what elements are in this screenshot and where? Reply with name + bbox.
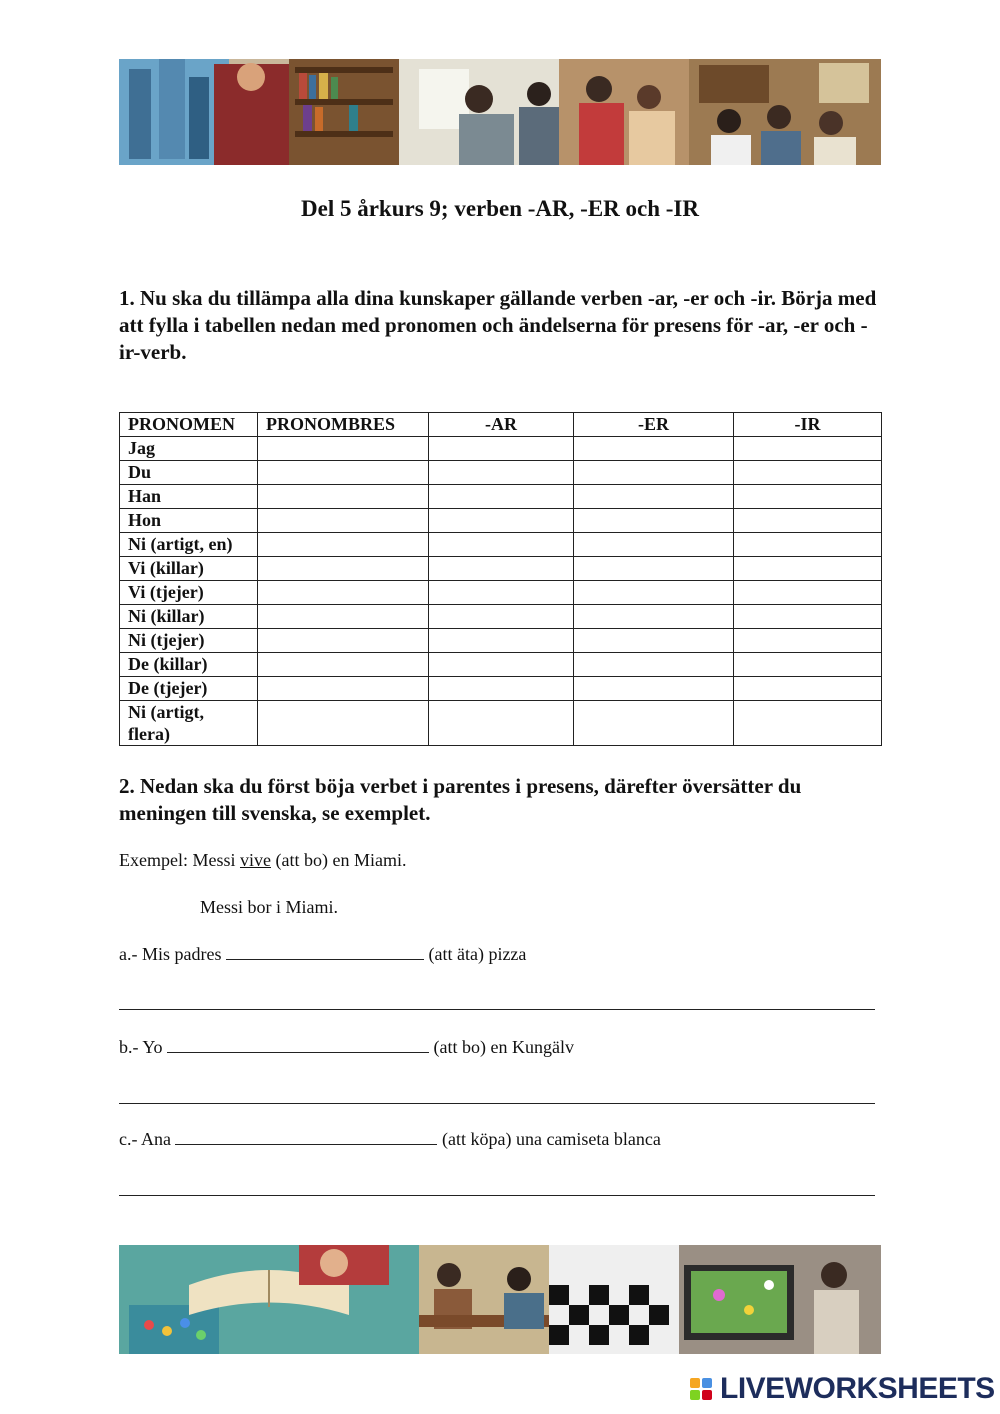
- er-input-cell[interactable]: [574, 677, 734, 701]
- item-c-start: c.- Ana: [119, 1129, 176, 1149]
- ir-input-cell[interactable]: [734, 557, 882, 581]
- header-pronombres: PRONOMBRES: [258, 413, 429, 437]
- ar-input-cell[interactable]: [429, 605, 574, 629]
- header-ar: -AR: [429, 413, 574, 437]
- pronombre-input-cell[interactable]: [258, 605, 429, 629]
- er-input-cell[interactable]: [574, 653, 734, 677]
- er-input-cell[interactable]: [574, 701, 734, 746]
- ir-input-cell[interactable]: [734, 653, 882, 677]
- pronombre-input-cell[interactable]: [258, 701, 429, 746]
- table-row: [120, 629, 882, 653]
- header-ir: -IR: [734, 413, 882, 437]
- er-input-cell[interactable]: [574, 557, 734, 581]
- item-b-start: b.- Yo: [119, 1037, 168, 1057]
- item-b-blank-input[interactable]: [167, 1036, 429, 1053]
- ar-input-cell[interactable]: [429, 581, 574, 605]
- er-input-cell[interactable]: [574, 629, 734, 653]
- pronoun-cell: Vi (killar): [120, 557, 258, 581]
- table-row: [120, 509, 882, 533]
- ar-input-cell[interactable]: [429, 485, 574, 509]
- pronoun-cell: Du: [120, 461, 258, 485]
- liveworksheets-logo: [690, 1374, 995, 1404]
- pronombre-input-cell[interactable]: [258, 581, 429, 605]
- ir-input-cell[interactable]: [734, 437, 882, 461]
- table-row: [120, 485, 882, 509]
- ir-input-cell[interactable]: [734, 629, 882, 653]
- ar-input-cell[interactable]: [429, 701, 574, 746]
- section-2-instruction: 2. Nedan ska du först böja verbet i parentes i presens, därefter översätter du meningen till svenska, se exemplet.: [119, 774, 802, 825]
- ar-input-cell[interactable]: [429, 629, 574, 653]
- example-translation: Messi bor i Miami.: [200, 897, 338, 917]
- pronombre-input-cell[interactable]: [258, 653, 429, 677]
- logo-text: LIVEWORKSHEETS: [720, 1372, 995, 1405]
- pronombre-input-cell[interactable]: [258, 533, 429, 557]
- ar-input-cell[interactable]: [429, 557, 574, 581]
- item-a-blank-input[interactable]: [226, 943, 424, 960]
- pronoun-cell: Ni (artigt, flera): [120, 701, 258, 746]
- pronoun-cell: De (killar): [120, 653, 258, 677]
- ar-input-cell[interactable]: [429, 533, 574, 557]
- table-row: [120, 461, 882, 485]
- pronombre-input-cell[interactable]: [258, 677, 429, 701]
- top-banner-image: [119, 59, 881, 165]
- ar-input-cell[interactable]: [429, 461, 574, 485]
- pronombre-input-cell[interactable]: [258, 557, 429, 581]
- item-a-end: (att äta) pizza: [423, 944, 527, 964]
- table-row: [120, 677, 882, 701]
- pronombre-input-cell[interactable]: [258, 461, 429, 485]
- er-input-cell[interactable]: [574, 533, 734, 557]
- er-input-cell[interactable]: [574, 461, 734, 485]
- pronoun-cell: Vi (tjejer): [120, 581, 258, 605]
- liveworksheets-logo-icon: [690, 1376, 716, 1402]
- ir-input-cell[interactable]: [734, 485, 882, 509]
- ar-input-cell[interactable]: [429, 677, 574, 701]
- ir-input-cell[interactable]: [734, 677, 882, 701]
- page-title: Del 5 årkurs 9; verben -AR, -ER och -IR: [301, 196, 699, 221]
- table-row: [120, 653, 882, 677]
- table-row: [120, 533, 882, 557]
- example-suffix: (att bo) en Miami.: [270, 850, 407, 870]
- pronombre-input-cell[interactable]: [258, 629, 429, 653]
- example-answer: vive: [239, 850, 271, 870]
- er-input-cell[interactable]: [574, 605, 734, 629]
- er-input-cell[interactable]: [574, 581, 734, 605]
- item-b-end: (att bo) en Kungälv: [429, 1037, 574, 1057]
- pronoun-cell: Jag: [120, 437, 258, 461]
- ir-input-cell[interactable]: [734, 605, 882, 629]
- section-1-instruction: 1. Nu ska du tillämpa alla dina kunskaper gällande verben -ar, -er och -ir. Börja med att fylla i tabellen nedan med pronomen och ändelserna för presens för -ar, -er och -ir-verb.: [119, 286, 877, 364]
- item-c-end: (att köpa) una camiseta blanca: [437, 1129, 661, 1149]
- er-input-cell[interactable]: [574, 485, 734, 509]
- ar-input-cell[interactable]: [429, 509, 574, 533]
- item-c-translation-line[interactable]: [119, 1195, 875, 1196]
- table-row: [120, 437, 882, 461]
- pronombre-input-cell[interactable]: [258, 509, 429, 533]
- er-input-cell[interactable]: [574, 437, 734, 461]
- pronoun-cell: Ni (artigt, en): [120, 533, 258, 557]
- item-b-translation-line[interactable]: [119, 1103, 875, 1104]
- ir-input-cell[interactable]: [734, 461, 882, 485]
- table-row: [120, 701, 882, 746]
- item-c-blank-input[interactable]: [175, 1128, 437, 1145]
- example-prefix: Exempel: Messi: [119, 850, 240, 870]
- ir-input-cell[interactable]: [734, 509, 882, 533]
- conjugation-table: [119, 412, 882, 746]
- table-row: [120, 605, 882, 629]
- pronombre-input-cell[interactable]: [258, 437, 429, 461]
- er-input-cell[interactable]: [574, 509, 734, 533]
- example-sentence: [119, 850, 406, 871]
- pronoun-cell: Ni (tjejer): [120, 629, 258, 653]
- ir-input-cell[interactable]: [734, 581, 882, 605]
- header-er: -ER: [574, 413, 734, 437]
- exercise-item-a: [119, 943, 526, 965]
- bottom-banner-image: [119, 1245, 881, 1354]
- table-row: [120, 581, 882, 605]
- ar-input-cell[interactable]: [429, 437, 574, 461]
- item-a-start: a.- Mis padres: [119, 944, 226, 964]
- pronombre-input-cell[interactable]: [258, 485, 429, 509]
- item-a-translation-line[interactable]: [119, 1009, 875, 1010]
- pronoun-cell: De (tjejer): [120, 677, 258, 701]
- exercise-item-c: [119, 1128, 661, 1150]
- header-pronomen: PRONOMEN: [120, 413, 258, 437]
- ir-input-cell[interactable]: [734, 701, 882, 746]
- table-header-row: [120, 413, 882, 437]
- pronoun-cell: Hon: [120, 509, 258, 533]
- exercise-item-b: [119, 1036, 574, 1058]
- ar-input-cell[interactable]: [429, 653, 574, 677]
- table-row: [120, 557, 882, 581]
- pronoun-cell: Han: [120, 485, 258, 509]
- pronoun-cell: Ni (killar): [120, 605, 258, 629]
- ir-input-cell[interactable]: [734, 533, 882, 557]
